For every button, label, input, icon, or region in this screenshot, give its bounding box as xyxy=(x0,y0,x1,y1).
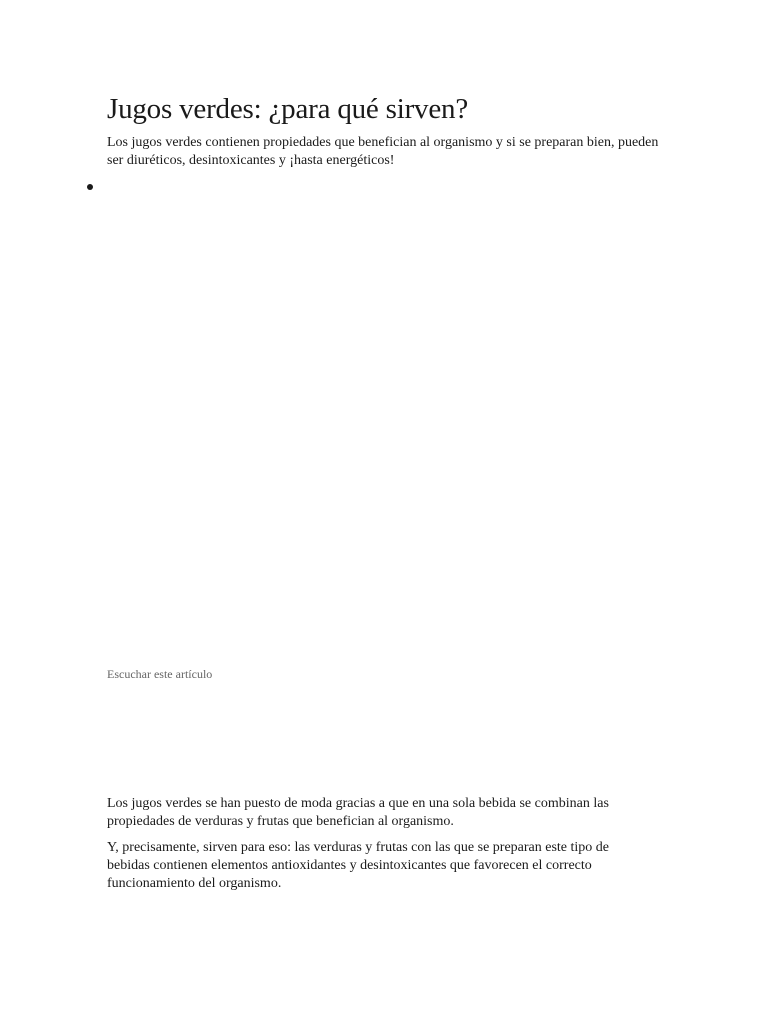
article-lede: Los jugos verdes contienen propiedades que benefician al organismo y si se preparan bien, pueden ser diuréticos, desintoxicantes y ¡hasta energéticos! xyxy=(107,135,659,168)
article-paragraph-2: Y, precisamente, sirven para eso: las verduras y frutas con las que se preparan este tipo de bebidas contienen elementos antioxidantes y desintoxicantes que favorecen el correcto funcionamiento del organismo. xyxy=(107,840,610,891)
bullet-marker xyxy=(87,184,93,190)
listen-article-link[interactable]: Escuchar este artículo xyxy=(107,667,213,681)
article-title: Jugos verdes: ¿para qué sirven? xyxy=(107,93,469,125)
article-paragraph-1: Los jugos verdes se han puesto de moda gracias a que en una sola bebida se combinan las propiedades de verduras y frutas que benefician al organismo. xyxy=(107,796,609,829)
bullet-list xyxy=(87,178,93,190)
